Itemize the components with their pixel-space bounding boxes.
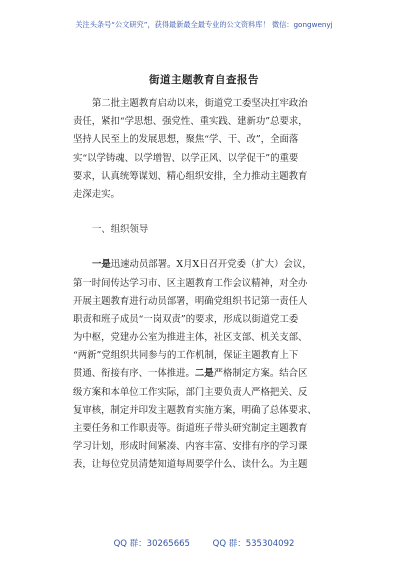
header-banner: 关注头条号“公文研究”，获得最新最全最专业的公文资料库！ 微信：gongwenyj	[75, 20, 333, 29]
paragraph-line: 主要任务和工作职责等。街道班子带头研究制定主题教育	[73, 423, 308, 434]
paragraph-line: 责任，紧扣“学思想、强党性、重实践、建新功”总要求，	[73, 116, 308, 128]
paragraph-line: 职责和班子成员“一岗双责”的要求，形成以街道党工委	[73, 313, 299, 325]
point-marker: 二是	[194, 368, 214, 380]
paragraph-line: 级方案和本单位工作实际，部门主要负责人严格把关、反	[73, 386, 308, 398]
paragraph-line: 为中枢，党建办公室为推进主体，社区支部、机关支部、	[73, 332, 308, 344]
paragraph-text: 贯通、衔接有序、一体推进。	[73, 368, 195, 380]
paragraph-line	[73, 365, 343, 383]
footer-qq-group-2: QQ 群：535304092	[212, 539, 295, 549]
paragraph-line	[73, 256, 343, 274]
paragraph-line: 第一时间传达学习市、区主题教育工作会议精神，对全办	[73, 277, 308, 289]
paragraph-line: 实“以学铸魂、以学增智、以学正风、以学促干”的重要	[73, 152, 299, 164]
paragraph-line: 要求，认真统筹谋划、精心组织安排，全力推动主题教育	[73, 170, 308, 182]
paragraph-line: 复审核，制定并印发主题教育实施方案，明确了总体要求、	[73, 404, 317, 416]
paragraph-line: 走深走实。	[73, 188, 120, 200]
document-body	[73, 95, 343, 475]
spacer	[73, 239, 343, 256]
document-title: 街道主题教育自查报告	[149, 74, 259, 86]
section-heading: 一、组织领导	[92, 224, 149, 236]
paragraph-line: 表，让每位党员清楚知道每周要学什么、读什么。为主题	[73, 459, 308, 471]
paragraph-text: 严格制定方案。结合区	[213, 368, 308, 380]
footer	[0, 537, 408, 549]
spacer	[73, 204, 343, 221]
paragraph-line: 第二批主题教育启动以来，街道党工委坚决扛牢政治	[92, 98, 308, 109]
footer-qq-group-1: QQ 群：30265665	[113, 539, 190, 549]
paragraph-line: 开展主题教育进行动员部署，明确党组织书记第一责任人	[73, 295, 308, 307]
paragraph-line: “两新”党组织共同参与的工作机制，保证主题教育上下	[73, 350, 299, 362]
paragraph-line: 坚持人民至上的发展思想，聚焦“学、干、改”，全面落	[73, 134, 299, 146]
paragraph-line: 学习计划，形成时间紧凑、内容丰富、安排有序的学习课	[73, 441, 308, 453]
point-marker: 一是	[92, 259, 111, 271]
paragraph-text: 迅速动员部署。X月X日召开党委（扩大）会议，	[110, 259, 312, 271]
